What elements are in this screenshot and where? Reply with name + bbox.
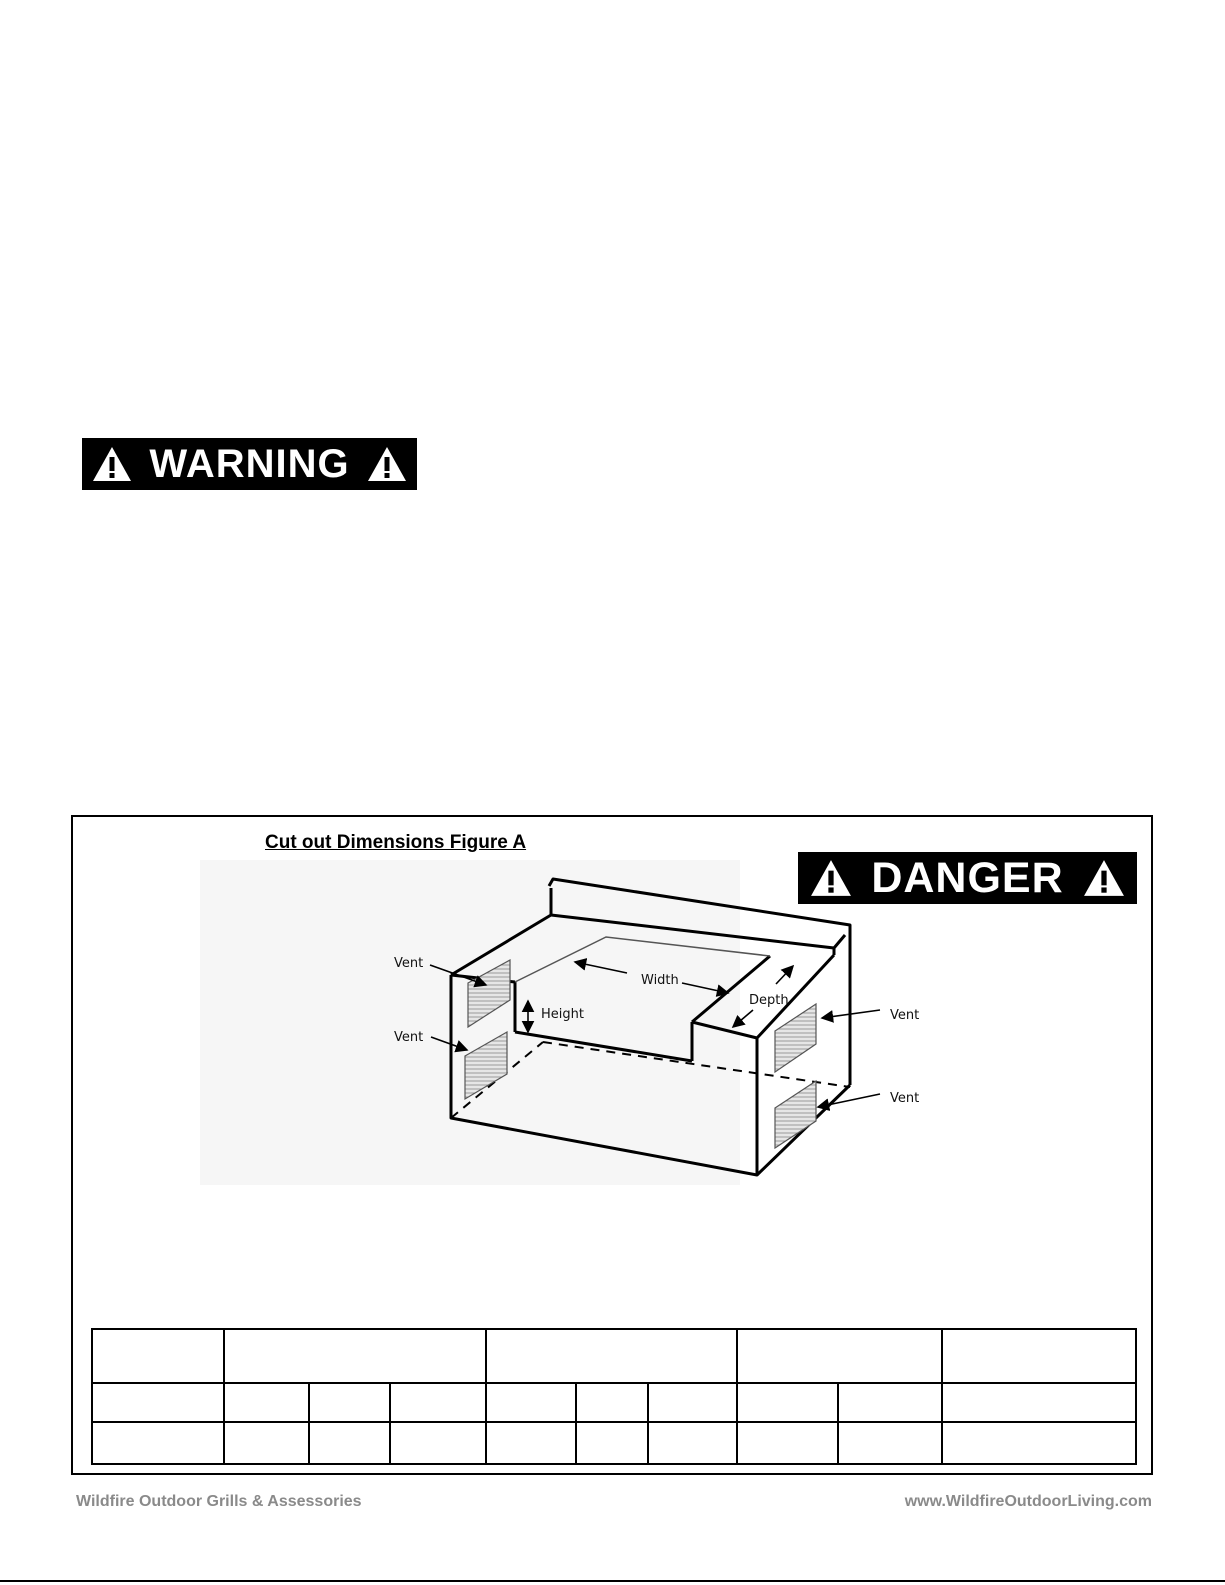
table-cell: [309, 1383, 390, 1422]
table-row: [92, 1383, 1136, 1422]
vent-label: Vent: [394, 1030, 424, 1045]
height-label: Height: [541, 1007, 584, 1022]
table-cell: [224, 1383, 309, 1422]
table-cell: [224, 1329, 486, 1383]
vent-right-upper: [775, 1004, 816, 1072]
table-header-row: [92, 1329, 1136, 1383]
figure-title: Cut out Dimensions Figure A: [265, 832, 527, 853]
table-cell: [737, 1422, 838, 1464]
table-cell: [838, 1383, 942, 1422]
table-cell: [309, 1422, 390, 1464]
footer-company: Wildfire Outdoor Grills & Assessories: [76, 1493, 362, 1510]
table-cell: [92, 1422, 224, 1464]
table-cell: [838, 1422, 942, 1464]
table-cell: [390, 1422, 486, 1464]
table-cell: [942, 1422, 1136, 1464]
table-cell: [486, 1329, 737, 1383]
table-cell: [576, 1422, 648, 1464]
vent-label: Vent: [394, 956, 424, 971]
table-cell: [737, 1383, 838, 1422]
table-cell: [92, 1383, 224, 1422]
bottom-rule: [0, 1580, 1225, 1582]
vent-label: Vent: [890, 1091, 920, 1106]
table-cell: [390, 1383, 486, 1422]
dimension-table: [91, 1328, 1137, 1465]
depth-label: Depth: [749, 993, 789, 1008]
vent-label: Vent: [890, 1008, 920, 1023]
table-row: [92, 1422, 1136, 1464]
table-cell: [486, 1422, 576, 1464]
table-cell: [648, 1422, 737, 1464]
table-cell: [486, 1383, 576, 1422]
table-cell: [576, 1383, 648, 1422]
table-cell: [224, 1422, 309, 1464]
warning-label: WARNING: [149, 441, 350, 486]
table-cell: [92, 1329, 224, 1383]
table-cell: [942, 1329, 1136, 1383]
table-cell: [648, 1383, 737, 1422]
table-cell: [942, 1383, 1136, 1422]
width-label: Width: [641, 973, 679, 988]
footer-website: www.WildfireOutdoorLiving.com: [904, 1493, 1152, 1510]
danger-label: DANGER: [871, 853, 1064, 902]
table-cell: [737, 1329, 942, 1383]
